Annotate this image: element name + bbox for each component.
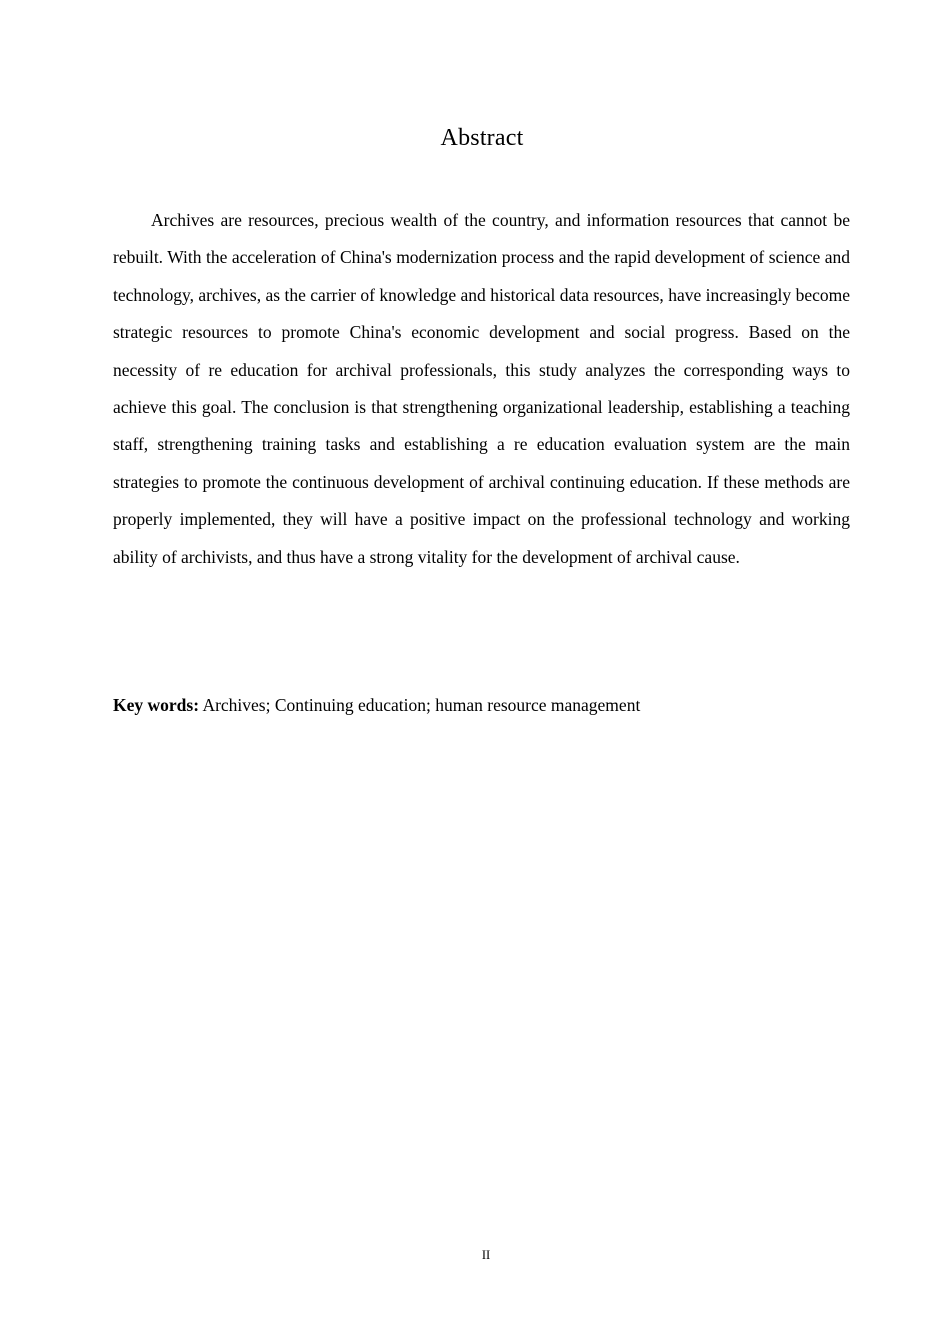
abstract-paragraph: Archives are resources, precious wealth of the country, and information resources that cannot be rebuilt. With the acceleration of China's modernization process and the rapid development of science and technology, archives, as the carrier of knowledge and historical data resources, have increasingly become strategic resources to promote China's economic development and social progress. Based on the necessity of re education for archival professionals, this study analyzes the corresponding ways to achieve this goal. The conclusion is that strengthening organizational leadership, establishing a teaching staff, strengthening training tasks and establishing a re education evaluation system are the main strategies to promote the continuous development of archival continuing education. If these methods are properly implemented, they will have a positive impact on the professional technology and working ability of archivists, and thus have a strong vitality for the development of archival cause. — [113, 210, 850, 567]
keywords-list: Archives; Continuing education; human resource management — [199, 695, 641, 715]
keywords-label: Key words: — [113, 695, 200, 715]
page-number: II — [481, 1248, 491, 1262]
abstract-title: Abstract — [440, 125, 524, 151]
keywords-line — [113, 688, 850, 722]
